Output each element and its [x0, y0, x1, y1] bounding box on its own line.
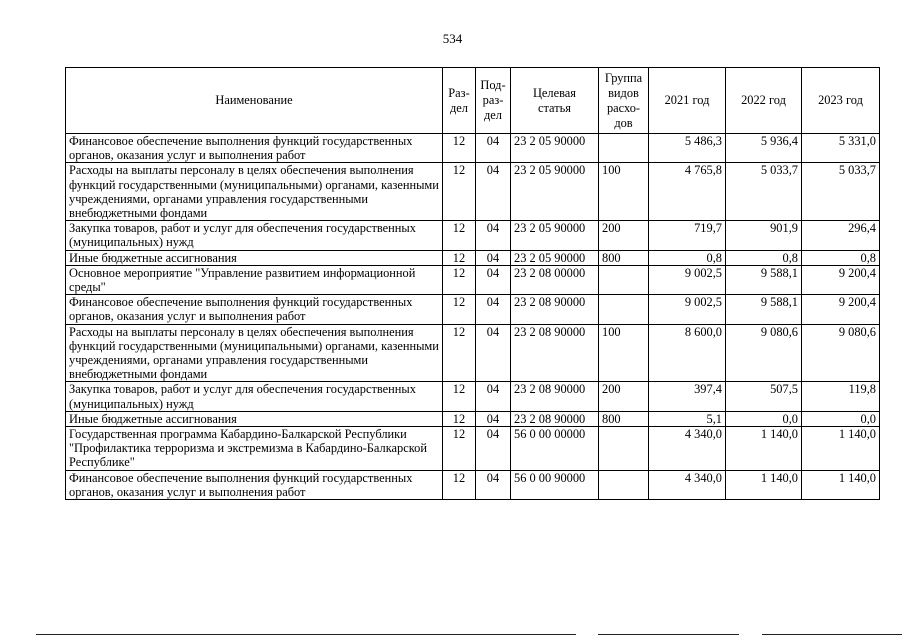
table-row	[66, 295, 880, 324]
cell-2022: 9 588,1	[726, 295, 802, 324]
cell-target: 23 2 05 90000	[511, 134, 599, 163]
cell-razdel: 12	[443, 250, 476, 265]
cell-2022: 901,9	[726, 221, 802, 250]
cell-2021: 397,4	[649, 382, 726, 411]
cell-2023: 9 200,4	[802, 265, 880, 294]
cell-name: Государственная программа Кабардино-Балкарской Республики "Профилактика терроризма и экстремизма в Кабардино-Балкарской Республике"	[66, 427, 443, 471]
cell-name: Закупка товаров, работ и услуг для обеспечения государственных (муниципальных) нужд	[66, 221, 443, 250]
footer-rule-left	[36, 634, 576, 635]
header-2023-label: 2023 год	[818, 93, 863, 107]
cell-group	[599, 295, 649, 324]
cell-2021: 4 765,8	[649, 163, 726, 221]
table-row	[66, 221, 880, 250]
cell-2021: 8 600,0	[649, 324, 726, 382]
cell-podrazdel: 04	[476, 221, 511, 250]
cell-2021: 719,7	[649, 221, 726, 250]
cell-razdel: 12	[443, 470, 476, 499]
cell-razdel: 12	[443, 295, 476, 324]
cell-2022: 5 033,7	[726, 163, 802, 221]
cell-group	[599, 265, 649, 294]
cell-podrazdel: 04	[476, 250, 511, 265]
header-group-label: Группа видов расхо- дов	[604, 70, 643, 130]
cell-target: 56 0 00 00000	[511, 427, 599, 471]
table-row	[66, 250, 880, 265]
cell-podrazdel: 04	[476, 470, 511, 499]
table-row	[66, 470, 880, 499]
budget-table	[65, 67, 880, 500]
header-2021	[649, 68, 726, 134]
header-podrazdel-label: Под- раз- дел	[480, 78, 506, 122]
cell-2021: 4 340,0	[649, 470, 726, 499]
header-name	[66, 68, 443, 134]
cell-name: Расходы на выплаты персоналу в целях обеспечения выполнения функций государственными (муниципальными) органами, казенными учреждениями, органами управления государственными внебюджетными фондами	[66, 163, 443, 221]
table-row	[66, 163, 880, 221]
cell-2021: 4 340,0	[649, 427, 726, 471]
cell-podrazdel: 04	[476, 163, 511, 221]
cell-2021: 0,8	[649, 250, 726, 265]
cell-podrazdel: 04	[476, 134, 511, 163]
cell-2022: 9 588,1	[726, 265, 802, 294]
cell-target: 23 2 08 90000	[511, 382, 599, 411]
cell-razdel: 12	[443, 134, 476, 163]
cell-target: 23 2 05 90000	[511, 163, 599, 221]
cell-2021: 9 002,5	[649, 295, 726, 324]
header-group	[599, 68, 649, 134]
cell-group: 800	[599, 411, 649, 426]
header-razdel-label: Раз- дел	[448, 85, 470, 115]
cell-podrazdel: 04	[476, 324, 511, 382]
cell-podrazdel: 04	[476, 411, 511, 426]
cell-name: Закупка товаров, работ и услуг для обеспечения государственных (муниципальных) нужд	[66, 382, 443, 411]
header-name-label: Наименование	[215, 93, 293, 107]
header-podrazdel	[476, 68, 511, 134]
cell-group	[599, 134, 649, 163]
page-number: 534	[442, 31, 463, 46]
table-row	[66, 265, 880, 294]
header-target-label: Целевая статья	[532, 85, 577, 115]
header-razdel	[443, 68, 476, 134]
header-target	[511, 68, 599, 134]
table-row	[66, 427, 880, 471]
header-2023	[802, 68, 880, 134]
cell-name: Основное мероприятие "Управление развитием информационной среды"	[66, 265, 443, 294]
header-2021-label: 2021 год	[664, 93, 710, 107]
cell-2021: 5 486,3	[649, 134, 726, 163]
cell-razdel: 12	[443, 163, 476, 221]
cell-podrazdel: 04	[476, 265, 511, 294]
header-2022-label: 2022 год	[741, 93, 786, 107]
cell-razdel: 12	[443, 382, 476, 411]
cell-name: Финансовое обеспечение выполнения функций государственных органов, оказания услуг и выполнения работ	[66, 470, 443, 499]
table-row	[66, 382, 880, 411]
table-row	[66, 324, 880, 382]
cell-2023: 9 080,6	[802, 324, 880, 382]
cell-name: Иные бюджетные ассигнования	[66, 250, 443, 265]
cell-2022: 1 140,0	[726, 470, 802, 499]
cell-2023: 0,8	[802, 250, 880, 265]
footer-rule-middle	[598, 634, 739, 635]
table-header-row	[66, 68, 880, 134]
cell-name: Иные бюджетные ассигнования	[66, 411, 443, 426]
cell-razdel: 12	[443, 324, 476, 382]
cell-razdel: 12	[443, 411, 476, 426]
cell-2022: 0,8	[726, 250, 802, 265]
cell-2022: 9 080,6	[726, 324, 802, 382]
cell-podrazdel: 04	[476, 295, 511, 324]
cell-podrazdel: 04	[476, 427, 511, 471]
cell-group: 100	[599, 163, 649, 221]
cell-2023: 1 140,0	[802, 470, 880, 499]
cell-group: 200	[599, 382, 649, 411]
cell-2023: 5 331,0	[802, 134, 880, 163]
cell-2023: 296,4	[802, 221, 880, 250]
cell-target: 23 2 08 90000	[511, 324, 599, 382]
cell-2022: 5 936,4	[726, 134, 802, 163]
cell-group: 800	[599, 250, 649, 265]
cell-group	[599, 427, 649, 471]
cell-2022: 0,0	[726, 411, 802, 426]
cell-2023: 1 140,0	[802, 427, 880, 471]
cell-group: 100	[599, 324, 649, 382]
cell-target: 23 2 08 90000	[511, 295, 599, 324]
table-row	[66, 411, 880, 426]
cell-razdel: 12	[443, 265, 476, 294]
cell-razdel: 12	[443, 221, 476, 250]
cell-2021: 5,1	[649, 411, 726, 426]
cell-2021: 9 002,5	[649, 265, 726, 294]
header-2022	[726, 68, 802, 134]
cell-group: 200	[599, 221, 649, 250]
cell-target: 23 2 08 00000	[511, 265, 599, 294]
cell-name: Финансовое обеспечение выполнения функций государственных органов, оказания услуг и выполнения работ	[66, 134, 443, 163]
cell-2022: 507,5	[726, 382, 802, 411]
cell-group	[599, 470, 649, 499]
table-body	[66, 134, 880, 500]
cell-target: 56 0 00 90000	[511, 470, 599, 499]
cell-podrazdel: 04	[476, 382, 511, 411]
table-row	[66, 134, 880, 163]
cell-2022: 1 140,0	[726, 427, 802, 471]
cell-2023: 119,8	[802, 382, 880, 411]
cell-2023: 0,0	[802, 411, 880, 426]
cell-target: 23 2 05 90000	[511, 250, 599, 265]
cell-name: Финансовое обеспечение выполнения функций государственных органов, оказания услуг и выполнения работ	[66, 295, 443, 324]
cell-razdel: 12	[443, 427, 476, 471]
cell-2023: 5 033,7	[802, 163, 880, 221]
cell-name: Расходы на выплаты персоналу в целях обеспечения выполнения функций государственными (муниципальными) органами, казенными учреждениями, органами управления государственными внебюджетными фондами	[66, 324, 443, 382]
cell-target: 23 2 05 90000	[511, 221, 599, 250]
cell-target: 23 2 08 90000	[511, 411, 599, 426]
cell-2023: 9 200,4	[802, 295, 880, 324]
footer-rule-right	[762, 634, 902, 635]
